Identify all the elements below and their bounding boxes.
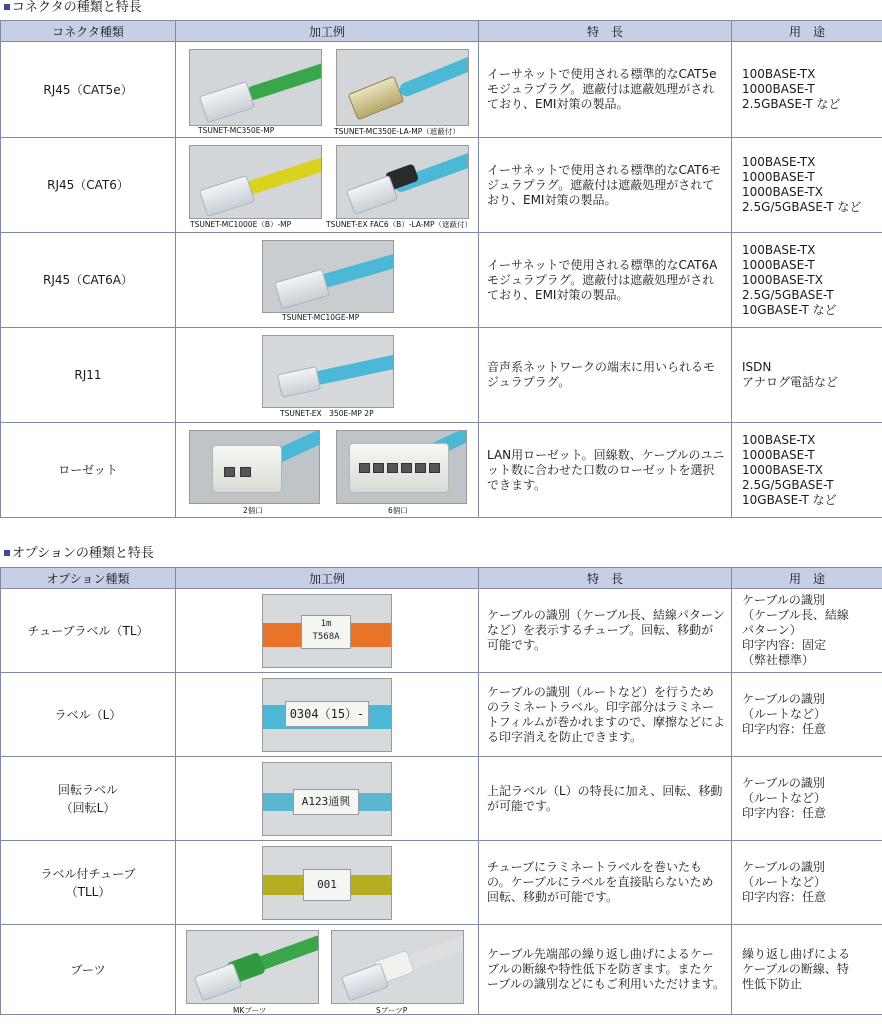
photo-caption: TSUNET-MC10GE-MP bbox=[282, 313, 360, 322]
photo-caption: TSUNET-MC350E-MP bbox=[198, 126, 275, 135]
table-row bbox=[1, 925, 882, 1015]
header-example: 加工例 bbox=[176, 21, 479, 42]
connector-name: ローゼット bbox=[1, 423, 176, 518]
use-list: ケーブルの識別 （ルートなど） 印字内容：任意 bbox=[732, 757, 882, 841]
photo-cell bbox=[176, 589, 479, 673]
header-use: 用 途 bbox=[732, 568, 882, 589]
photo-caption: TSUNET-EX FAC6（B）-LA-MP（遮蔽付） bbox=[326, 220, 473, 229]
photo-caption: 2個口 bbox=[243, 506, 263, 515]
tag-text: 1m bbox=[320, 619, 332, 629]
connector-table-header bbox=[1, 21, 882, 42]
photo-caption: SブーツP bbox=[376, 1006, 408, 1015]
feature-text: イーサネットで使用される標準的なCAT5eモジュラプラグ。遮蔽付は遮蔽処理がされており、EMI対策の製品。 bbox=[479, 42, 732, 138]
feature-text: ケーブル先端部の繰り返し曲げによるケーブルの断線や特性低下を防ぎます。またケーブルの識別などにもご利用いただけます。 bbox=[479, 925, 732, 1015]
cable-photo bbox=[262, 335, 394, 408]
cable-photo bbox=[262, 678, 392, 752]
photo-cell bbox=[176, 233, 479, 328]
photo-caption: 6個口 bbox=[388, 506, 408, 515]
tag-text: T568A bbox=[312, 632, 340, 642]
feature-text: LAN用ローゼット。回線数、ケーブルのユニット数に合わせた口数のローゼットを選択できます。 bbox=[479, 423, 732, 518]
table-row bbox=[1, 328, 882, 423]
cable-photo bbox=[262, 594, 392, 668]
photo-cell bbox=[176, 673, 479, 757]
header-connector-type: コネクタ種類 bbox=[1, 21, 176, 42]
table-row bbox=[1, 138, 882, 233]
option-table bbox=[0, 567, 882, 1015]
header-example: 加工例 bbox=[176, 568, 479, 589]
photo-cell bbox=[176, 925, 479, 1015]
photo-caption: TSUNET-EX 350E-MP 2P bbox=[280, 409, 374, 418]
tag-text: 0304（15）- bbox=[285, 701, 369, 727]
table-row bbox=[1, 42, 882, 138]
feature-text: イーサネットで使用される標準的なCAT6モジュラプラグ。遮蔽付は遮蔽処理がされており、EMI対策の製品。 bbox=[479, 138, 732, 233]
photo-cell bbox=[176, 841, 479, 925]
option-table-header bbox=[1, 568, 882, 589]
use-list: ケーブルの識別 （ルートなど） 印字内容：任意 bbox=[732, 673, 882, 757]
option-name: ブーツ bbox=[1, 925, 176, 1015]
connector-name: RJ45（CAT5e） bbox=[1, 42, 176, 138]
header-feature: 特 長 bbox=[479, 21, 732, 42]
photo-cell bbox=[176, 423, 479, 518]
table-row bbox=[1, 423, 882, 518]
use-list: ISDN アナログ電話など bbox=[732, 328, 882, 423]
table-row bbox=[1, 673, 882, 757]
option-name: ラベル付チューブ （TLL） bbox=[1, 841, 176, 925]
section1-title: コネクタの種類と特長 bbox=[4, 0, 142, 16]
photo-cell bbox=[176, 138, 479, 233]
header-feature: 特 長 bbox=[479, 568, 732, 589]
tag-text: A123通興 bbox=[293, 789, 359, 815]
use-list: 100BASE-TX 1000BASE-T 1000BASE-TX 2.5G/5GBASE-T 10GBASE-T など bbox=[732, 233, 882, 328]
use-list: 100BASE-TX 1000BASE-T 2.5GBASE-T など bbox=[732, 42, 882, 138]
use-list: 100BASE-TX 1000BASE-T 1000BASE-TX 2.5G/5GBASE-T 10GBASE-T など bbox=[732, 423, 882, 518]
connector-name: RJ45（CAT6） bbox=[1, 138, 176, 233]
photo-caption: TSUNET-MC1000E（B）-MP bbox=[190, 220, 292, 229]
use-list: 繰り返し曲げによる ケーブルの断線、特 性低下防止 bbox=[732, 925, 882, 1015]
table-row bbox=[1, 589, 882, 673]
option-name: 回転ラベル （回転L） bbox=[1, 757, 176, 841]
cable-photo bbox=[262, 240, 394, 313]
connector-name: RJ11 bbox=[1, 328, 176, 423]
photo-cell bbox=[176, 757, 479, 841]
option-name: ラベル（L） bbox=[1, 673, 176, 757]
bullet-square-icon bbox=[4, 4, 10, 10]
tag-text: 001 bbox=[303, 869, 351, 901]
rosette-photo bbox=[189, 430, 320, 504]
use-list: 100BASE-TX 1000BASE-T 1000BASE-TX 2.5G/5GBASE-T など bbox=[732, 138, 882, 233]
boot-photo bbox=[186, 930, 319, 1004]
cable-photo bbox=[189, 145, 322, 219]
feature-text: ケーブルの識別（ケーブル長、結線パターンなど）を表示するチューブ。回転、移動が可能です。 bbox=[479, 589, 732, 673]
photo-cell bbox=[176, 328, 479, 423]
cable-photo bbox=[262, 762, 392, 836]
table-row bbox=[1, 757, 882, 841]
cable-photo bbox=[189, 49, 322, 126]
cable-photo bbox=[262, 846, 392, 920]
use-list: ケーブルの識別 （ルートなど） 印字内容：任意 bbox=[732, 841, 882, 925]
feature-text: イーサネットで使用される標準的なCAT6Aモジュラプラグ。遮蔽付は遮蔽処理がされており、EMI対策の製品。 bbox=[479, 233, 732, 328]
feature-text: 音声系ネットワークの端末に用いられるモジュラプラグ。 bbox=[479, 328, 732, 423]
photo-cell bbox=[176, 42, 479, 138]
section2-title: オプションの種類と特長 bbox=[4, 546, 154, 562]
connector-table bbox=[0, 20, 882, 518]
bullet-square-icon bbox=[4, 550, 10, 556]
photo-caption: TSUNET-MC350E-LA-MP（遮蔽付） bbox=[334, 127, 460, 136]
feature-text: チューブにラミネートラベルを巻いたもの。ケーブルにラベルを直接貼らないため回転、移動が可能です。 bbox=[479, 841, 732, 925]
use-list: ケーブルの識別 （ケーブル長、結線 パターン） 印字内容：固定 （弊社標準） bbox=[732, 589, 882, 673]
boot-photo bbox=[331, 930, 464, 1004]
table-row bbox=[1, 841, 882, 925]
cable-photo bbox=[336, 49, 469, 126]
connector-name: RJ45（CAT6A） bbox=[1, 233, 176, 328]
photo-caption: MKブーツ bbox=[233, 1006, 267, 1015]
table-row bbox=[1, 233, 882, 328]
header-option-type: オプション種類 bbox=[1, 568, 176, 589]
cable-photo bbox=[336, 145, 469, 219]
feature-text: 上記ラベル（L）の特長に加え、回転、移動が可能です。 bbox=[479, 757, 732, 841]
feature-text: ケーブルの識別（ルートなど）を行うためのラミネートラベル。印字部分はラミネートフィルムが巻かれますので、摩擦などによる印字消えを防止できます。 bbox=[479, 673, 732, 757]
option-name: チューブラベル（TL） bbox=[1, 589, 176, 673]
rosette-photo bbox=[336, 430, 467, 504]
header-use: 用 途 bbox=[732, 21, 882, 42]
